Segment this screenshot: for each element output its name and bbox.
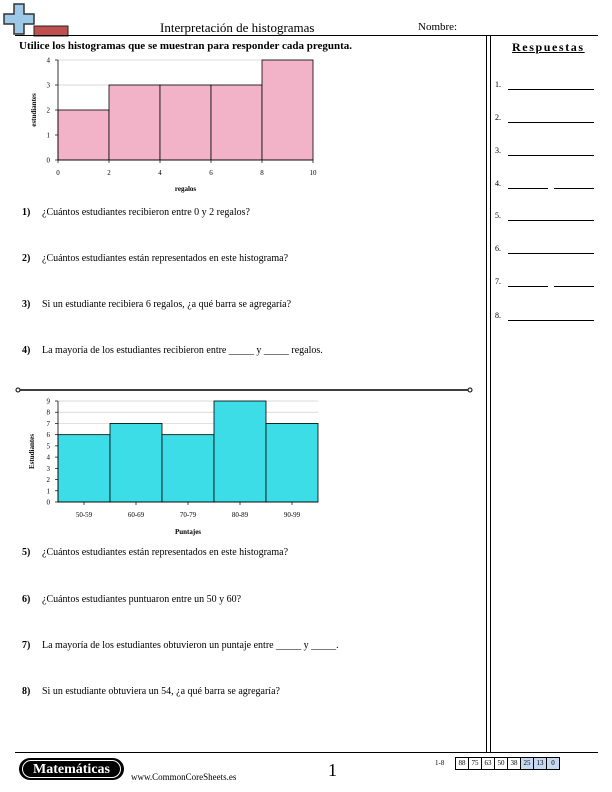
bar [110,423,162,502]
y-tick-label: 8 [46,408,50,417]
answer-blank-2[interactable] [508,122,594,123]
score-cell: 63 [481,757,495,770]
histogram-scores [0,390,330,545]
answer-blank-4[interactable] [508,188,548,189]
x-axis-label: regalos [174,185,197,193]
answer-label-5: 5. [495,211,501,220]
y-axis-label: estudiantes [30,93,38,127]
question-text: La mayoría de los estudiantes obtuvieron un puntaje entre _____ y _____. [42,640,339,651]
bar [58,435,110,502]
score-cell: 75 [468,757,482,770]
score-range-label: 1-8 [435,759,445,767]
answers-title: Respuestas [512,40,585,54]
bar [266,423,318,502]
answer-blank-7[interactable] [508,286,548,287]
instructions: Utilice los histogramas que se muestran para responder cada pregunta. [19,40,353,52]
question-number: 1) [22,207,31,218]
histogram-gifts [0,50,330,200]
question-text: ¿Cuántos estudiantes puntuaron entre un 50 y 60? [42,594,242,605]
x-axis-label: Puntajes [174,528,202,536]
x-tick-label: 90-99 [283,511,301,519]
y-tick-label: 1 [46,487,50,496]
answer-blank-3[interactable] [508,155,594,156]
x-tick-label: 6 [209,169,213,177]
x-tick-label: 80-89 [231,511,249,519]
answer-label-8: 8. [495,311,501,320]
question-number: 8) [22,686,31,697]
y-tick-label: 2 [46,476,50,485]
y-tick-label: 2 [46,106,50,115]
question-number: 2) [22,253,31,264]
answer-label-4: 4. [495,179,501,188]
x-tick-label: 2 [107,169,111,177]
page-title: Interpretación de histogramas [160,20,315,35]
score-cell: 50 [494,757,508,770]
y-tick-label: 7 [46,419,50,428]
answer-blank-7[interactable] [554,286,594,287]
y-tick-label: 4 [46,453,50,462]
x-tick-label: 4 [158,169,162,177]
score-cell: 13 [533,757,547,770]
answer-label-7: 7. [495,277,501,286]
x-tick-label: 10 [309,169,317,177]
answer-blank-8[interactable] [508,320,594,321]
bar [160,85,211,160]
brand-label: Matemáticas [22,760,121,778]
y-tick-label: 3 [46,81,50,90]
answer-blank-4[interactable] [554,188,594,189]
question-text: Si un estudiante recibiera 6 regalos, ¿a qué barra se agregaría? [42,299,292,310]
question-text: ¿Cuántos estudiantes están representados en este histograma? [42,253,289,264]
question-text: Si un estudiante obtuviera un 54, ¿a qué barra se agregaría? [42,686,280,697]
question-number: 6) [22,594,31,605]
name-label: Nombre: [418,21,458,33]
question-text: ¿Cuántos estudiantes están representados en este histograma? [42,547,289,558]
answer-blank-6[interactable] [508,253,594,254]
question-number: 3) [22,299,31,310]
x-tick-label: 8 [260,169,264,177]
footer-rule [15,752,598,753]
bar [262,60,313,160]
y-tick-label: 6 [46,431,50,440]
bar [58,110,109,160]
y-tick-label: 4 [46,56,50,65]
bar [211,85,262,160]
y-tick-label: 0 [46,498,50,507]
y-tick-label: 0 [46,156,50,165]
answer-blank-1[interactable] [508,89,594,90]
x-tick-label: 60-69 [127,511,145,519]
answer-label-2: 2. [495,113,501,122]
score-cell: 25 [520,757,534,770]
brand-badge [19,758,124,780]
y-tick-label: 3 [46,464,50,473]
y-tick-label: 9 [46,397,50,406]
question-text: ¿Cuántos estudiantes recibieron entre 0 y 2 regalos? [42,207,250,218]
y-axis-label: Estudiantes [28,433,36,470]
y-tick-label: 5 [46,442,50,451]
score-cell: 0 [546,757,560,770]
site-url: www.CommonCoreSheets.es [131,772,237,782]
header-rule [15,35,598,36]
bar [214,401,266,502]
score-table [435,757,560,770]
score-cell: 38 [507,757,521,770]
plus-logo-icon [0,0,70,40]
bar [162,435,214,502]
answer-label-3: 3. [495,146,501,155]
score-cell: 88 [455,757,469,770]
x-tick-label: 50-59 [75,511,93,519]
y-tick-label: 1 [46,131,50,140]
answer-column-divider [486,36,491,752]
question-number: 7) [22,640,31,651]
bar [109,85,160,160]
page-number: 1 [328,760,337,780]
answer-label-1: 1. [495,80,501,89]
question-text: La mayoría de los estudiantes recibieron entre _____ y _____ regalos. [42,345,323,356]
x-tick-label: 0 [56,169,60,177]
answer-blank-5[interactable] [508,220,594,221]
question-number: 5) [22,547,31,558]
x-tick-label: 70-79 [179,511,197,519]
answer-label-6: 6. [495,244,501,253]
question-number: 4) [22,345,31,356]
